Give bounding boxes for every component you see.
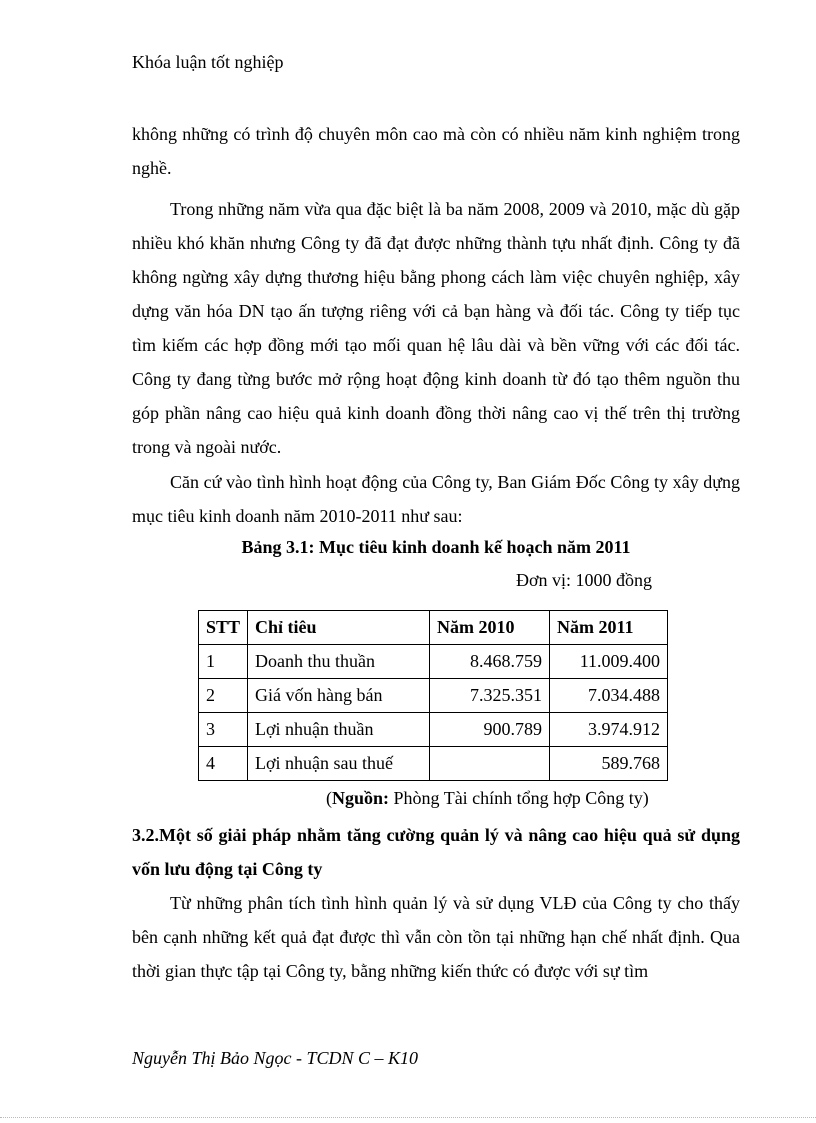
header-year-2011: Năm 2011 bbox=[550, 611, 668, 645]
cell-indicator: Lợi nhuận thuần bbox=[248, 713, 430, 747]
cell-year-2010 bbox=[430, 747, 550, 781]
header-indicator: Chỉ tiêu bbox=[248, 611, 430, 645]
cell-indicator: Doanh thu thuần bbox=[248, 645, 430, 679]
footer-author: Nguyễn Thị Bảo Ngọc - TCDN C – K10 bbox=[132, 1048, 419, 1068]
header-stt: STT bbox=[199, 611, 248, 645]
cell-stt: 2 bbox=[199, 679, 248, 713]
table-row bbox=[199, 713, 668, 747]
cell-year-2010: 8.468.759 bbox=[430, 645, 550, 679]
cell-year-2010: 7.325.351 bbox=[430, 679, 550, 713]
cell-stt: 1 bbox=[199, 645, 248, 679]
paragraph-achievements: Trong những năm vừa qua đặc biệt là ba năm 2008, 2009 và 2010, mặc dù gặp nhiều khó khăn nhưng Công ty đã đạt được những thành tựu nhất định. Công ty đã không ngừng xây dựng thương hiệu bằng phong cách làm việc chuyên nghiệp, xây dựng văn hóa DN tạo ấn tượng riêng với cả bạn hàng và đối tác. Công ty tiếp tục tìm kiếm các hợp đồng mới tạo mối quan hệ lâu dài và bền vững với các đối tác. Công ty đang từng bước mở rộng hoạt động kinh doanh từ đó tạo thêm nguồn thu góp phần nâng cao hiệu quả kinh doanh đồng thời nâng cao vị thế trên thị trường trong và ngoài nước. bbox=[132, 199, 740, 457]
paragraph-objectives: Căn cứ vào tình hình hoạt động của Công ty, Ban Giám Đốc Công ty xây dựng mục tiêu kinh doanh năm 2010-2011 như sau: bbox=[132, 472, 740, 526]
table-row bbox=[199, 747, 668, 781]
source-text: Phòng Tài chính tổng hợp Công ty) bbox=[389, 788, 649, 808]
business-targets-table bbox=[198, 610, 668, 781]
source-label: Nguồn: bbox=[332, 788, 390, 808]
cell-stt: 4 bbox=[199, 747, 248, 781]
cell-year-2011: 3.974.912 bbox=[550, 713, 668, 747]
cell-year-2011: 589.768 bbox=[550, 747, 668, 781]
paragraph-intro: không những có trình độ chuyên môn cao mà còn có nhiều năm kinh nghiệm trong nghề. bbox=[132, 124, 740, 178]
table-row bbox=[199, 679, 668, 713]
cell-indicator: Giá vốn hàng bán bbox=[248, 679, 430, 713]
table-title: Bảng 3.1: Mục tiêu kinh doanh kế hoạch năm 2011 bbox=[241, 537, 631, 557]
table-source: (Nguồn: Phòng Tài chính tổng hợp Công ty) bbox=[326, 788, 649, 808]
table-unit: Đơn vị: 1000 đồng bbox=[516, 570, 653, 590]
cell-year-2010: 900.789 bbox=[430, 713, 550, 747]
cell-indicator: Lợi nhuận sau thuế bbox=[248, 747, 430, 781]
table-row bbox=[199, 645, 668, 679]
cell-stt: 3 bbox=[199, 713, 248, 747]
running-header: Khóa luận tốt nghiệp bbox=[132, 52, 284, 72]
page-bottom-divider bbox=[0, 1117, 816, 1118]
cell-year-2011: 11.009.400 bbox=[550, 645, 668, 679]
section-heading: 3.2.Một số giải pháp nhằm tăng cường quản lý và nâng cao hiệu quả sử dụng vốn lưu động tại Công ty bbox=[132, 825, 740, 879]
paragraph-analysis: Từ những phân tích tình hình quản lý và sử dụng VLĐ của Công ty cho thấy bên cạnh những kết quả đạt được thì vẫn còn tồn tại những hạn chế nhất định. Qua thời gian thực tập tại Công ty, bằng những kiến thức có được với sự tìm bbox=[132, 893, 740, 981]
header-year-2010: Năm 2010 bbox=[430, 611, 550, 645]
cell-year-2011: 7.034.488 bbox=[550, 679, 668, 713]
table-header-row bbox=[199, 611, 668, 645]
